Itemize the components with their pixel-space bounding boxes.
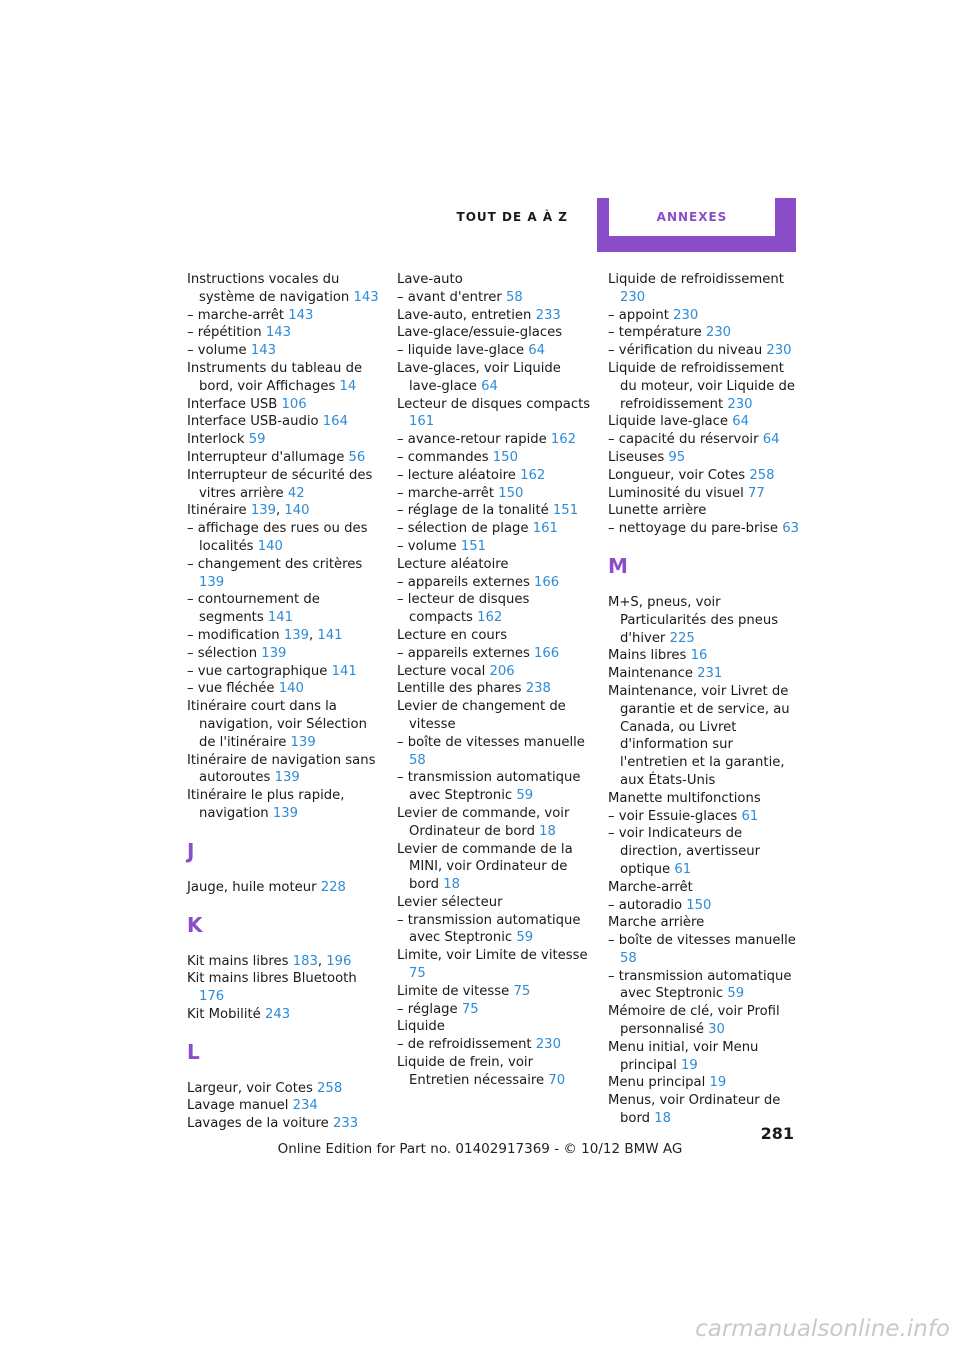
index-entry-text: – transmission automatique avec Steptronic bbox=[608, 968, 792, 1002]
page-link[interactable]: 18 bbox=[539, 823, 556, 839]
index-entry-text: – transmission automatique avec Steptronic bbox=[397, 912, 581, 946]
index-entry bbox=[397, 485, 592, 503]
index-entry bbox=[608, 897, 804, 915]
index-entry-text: Maintenance, voir Livret de garantie et de service, au Canada, ou Livret d'information sur l'entretien et la garantie, aux États-Unis bbox=[608, 683, 790, 788]
index-entry-text: Instruments du tableau de bord, voir Affichages bbox=[187, 360, 363, 394]
page-link[interactable]: 150 bbox=[498, 485, 524, 501]
index-entry-text: Largeur, voir Cotes bbox=[187, 1080, 318, 1096]
index-entry bbox=[187, 467, 382, 503]
index-entry bbox=[608, 968, 804, 1004]
index-entry bbox=[397, 841, 592, 894]
index-entry-text: – capacité du réservoir bbox=[608, 432, 763, 448]
index-entry-text: – appareils externes bbox=[397, 574, 535, 590]
index-entry-text: Itinéraire de navigation sans autoroutes bbox=[187, 752, 376, 786]
section-tab-label: ANNEXES bbox=[609, 198, 775, 236]
index-entry-text: – température bbox=[608, 325, 706, 341]
page-link[interactable]: 19 bbox=[681, 1057, 698, 1073]
index-entry-text: Limite de vitesse bbox=[397, 983, 514, 999]
page-link[interactable]: 206 bbox=[489, 663, 515, 679]
page-link[interactable]: 77 bbox=[748, 485, 765, 501]
section-tab bbox=[597, 198, 796, 252]
page-link[interactable]: 14 bbox=[339, 378, 357, 394]
page-link[interactable]: 162 bbox=[520, 467, 546, 483]
index-entry-text: – autoradio bbox=[608, 897, 687, 913]
index-entry bbox=[608, 449, 804, 467]
index-entry bbox=[187, 431, 382, 449]
index-entry-text: Interrupteur de sécurité des vitres arrière bbox=[187, 467, 373, 501]
index-entry bbox=[397, 645, 592, 663]
index-entry bbox=[608, 594, 804, 647]
page-link[interactable]: 30 bbox=[708, 1022, 725, 1038]
index-entry bbox=[397, 307, 592, 325]
index-entry bbox=[187, 1097, 382, 1115]
page-link[interactable]: 228 bbox=[320, 879, 346, 895]
page-link[interactable]: 63 bbox=[782, 521, 800, 537]
index-entry bbox=[397, 680, 592, 698]
index-entry bbox=[608, 879, 804, 897]
index-entry-text: Manette multifonctions bbox=[608, 790, 761, 806]
page-link[interactable]: 162 bbox=[550, 432, 577, 448]
index-entry bbox=[397, 627, 592, 645]
page-link[interactable]: 234 bbox=[292, 1098, 318, 1114]
page-link[interactable]: 258 bbox=[749, 467, 775, 483]
page-number: 281 bbox=[760, 1124, 794, 1143]
index-entry bbox=[608, 825, 804, 878]
page-link[interactable]: 230 bbox=[705, 325, 732, 341]
index-entry-text: – de refroidissement bbox=[397, 1037, 536, 1053]
index-entry bbox=[397, 663, 592, 681]
index-entry bbox=[608, 665, 804, 683]
page-link[interactable]: 64 bbox=[528, 343, 546, 359]
index-entry bbox=[187, 360, 382, 396]
index-entry bbox=[608, 520, 804, 538]
index-entry-text: Liquide de refroidissement du moteur, voir Liquide de refroidissement bbox=[608, 360, 795, 412]
page-link[interactable]: 139 bbox=[283, 627, 309, 643]
index-entry bbox=[397, 342, 592, 360]
index-entry bbox=[397, 520, 592, 538]
index-entry-text: Lecteur de disques compacts bbox=[397, 396, 591, 412]
index-entry-text: – liquide lave-glace bbox=[397, 343, 529, 359]
page-link[interactable]: 166 bbox=[534, 645, 560, 661]
index-entry-text: Maintenance bbox=[608, 666, 698, 682]
index-entry-text: Luminosité du visuel bbox=[608, 485, 749, 501]
page-link[interactable]: 61 bbox=[674, 861, 692, 877]
page-link[interactable]: 150 bbox=[686, 897, 712, 913]
index-entry-text: – volume bbox=[397, 538, 461, 554]
page-link[interactable]: 164 bbox=[322, 414, 348, 430]
index-entry-text: – répétition bbox=[187, 325, 266, 341]
index-entry-text: – changement des critères bbox=[187, 556, 363, 572]
index-entry-text: Interlock bbox=[187, 432, 249, 448]
page-link[interactable]: 140 bbox=[284, 503, 310, 519]
index-entry bbox=[187, 680, 382, 698]
page-link[interactable]: 151 bbox=[552, 503, 579, 519]
index-entry bbox=[608, 307, 804, 325]
page-link[interactable]: 141 bbox=[267, 610, 294, 626]
index-entry-text: Levier de commande, voir Ordinateur de bord bbox=[397, 805, 570, 839]
page-link[interactable]: 151 bbox=[460, 538, 487, 554]
index-entry bbox=[187, 1080, 382, 1098]
index-entry bbox=[187, 752, 382, 788]
index-entry bbox=[187, 449, 382, 467]
index-entry-text: Lave-glace/essuie-glaces bbox=[397, 325, 563, 341]
index-entry-text: – voir Essuie-glaces bbox=[608, 808, 742, 824]
index-entry-text: Interface USB bbox=[187, 396, 282, 412]
index-entry bbox=[608, 502, 804, 520]
page-link[interactable]: 233 bbox=[332, 1116, 359, 1132]
index-entry-text: Liseuses bbox=[608, 449, 669, 465]
page-link[interactable]: 56 bbox=[348, 449, 366, 465]
index-entry: Kit mains libres 183, 196 bbox=[187, 953, 352, 969]
index-entry bbox=[187, 556, 382, 592]
index-entry-text: – voir Indicateurs de direction, avertisseur optique bbox=[608, 826, 761, 877]
index-entry bbox=[187, 520, 382, 556]
page-link[interactable]: 139 bbox=[290, 734, 316, 750]
index-entry-text: Kit mains libres Bluetooth bbox=[187, 971, 357, 987]
page-link[interactable]: 59 bbox=[516, 930, 534, 946]
index-entry bbox=[397, 1054, 592, 1090]
index-entry-text: – commandes bbox=[397, 449, 493, 465]
index-entry-text: – réglage bbox=[397, 1001, 462, 1017]
page-link[interactable]: 139 bbox=[199, 574, 225, 590]
index-entry-text: – boîte de vitesses manuelle bbox=[608, 933, 796, 949]
index-entry bbox=[608, 932, 804, 968]
index-entry bbox=[608, 808, 804, 826]
index-entry bbox=[608, 1039, 804, 1075]
page-link[interactable]: 19 bbox=[709, 1075, 727, 1091]
index-entry-text: Interrupteur d'allumage bbox=[187, 449, 349, 465]
index-entry bbox=[397, 271, 592, 289]
index-column-3 bbox=[608, 271, 804, 1128]
footer-edition: Online Edition for Part no. 01402917369 - © 10/12 BMW AG bbox=[277, 1141, 683, 1157]
index-entry bbox=[608, 467, 804, 485]
index-entry-text: Levier de commande de la MINI, voir Ordinateur de bord bbox=[397, 841, 573, 893]
page-link[interactable]: 230 bbox=[620, 289, 646, 305]
index-entry bbox=[608, 271, 804, 307]
index-entry bbox=[187, 787, 382, 823]
index-entry-text: Marche arrière bbox=[608, 915, 705, 931]
index-entry-text: Lave-auto, entretien bbox=[397, 307, 536, 323]
page-link[interactable]: 166 bbox=[534, 574, 560, 590]
index-entry-text: Lecture vocal bbox=[397, 663, 490, 679]
index-entry-text: M+S, pneus, voir Particularités des pneus d'hiver bbox=[608, 594, 779, 646]
page-link[interactable]: 59 bbox=[248, 432, 266, 448]
index-entry bbox=[397, 538, 592, 556]
index-entry bbox=[608, 1074, 804, 1092]
page-link[interactable]: 162 bbox=[477, 610, 503, 626]
page-link[interactable]: 64 bbox=[762, 432, 780, 448]
index-entry-text: Menu initial, voir Menu principal bbox=[608, 1039, 759, 1073]
page-link[interactable]: 150 bbox=[492, 449, 518, 465]
index-entry-text: – transmission automatique avec Steptronic bbox=[397, 770, 581, 804]
page-link[interactable]: 139 bbox=[261, 645, 287, 661]
index-entry-text: Lunette arrière bbox=[608, 503, 707, 519]
index-entry-text: – appoint bbox=[608, 307, 674, 323]
index-entry-text: – vérification du niveau bbox=[608, 343, 767, 359]
page-link[interactable]: 143 bbox=[265, 325, 291, 341]
page-link[interactable]: 230 bbox=[766, 343, 792, 359]
index-entry bbox=[397, 449, 592, 467]
index-entry-text: Mémoire de clé, voir Profil personnalisé bbox=[608, 1004, 780, 1038]
page-link[interactable]: 141 bbox=[331, 663, 357, 679]
index-entry bbox=[397, 289, 592, 307]
index-entry-text: – avant d'entrer bbox=[397, 289, 506, 305]
index-entry bbox=[608, 1003, 804, 1039]
page-link[interactable]: 143 bbox=[288, 307, 314, 323]
page-link[interactable]: 143 bbox=[353, 289, 379, 305]
index-entry-text: Lavages de la voiture bbox=[187, 1116, 333, 1132]
page-link[interactable]: 64 bbox=[732, 414, 749, 430]
page-link[interactable]: 230 bbox=[673, 307, 699, 323]
index-entry-text: Lave-auto bbox=[397, 272, 463, 287]
index-entry-text: – vue fléchée bbox=[187, 681, 279, 697]
index-letter: J bbox=[187, 838, 195, 863]
index-entry: – modification 139, 141 bbox=[187, 627, 343, 643]
page-link[interactable]: 64 bbox=[481, 378, 498, 394]
index-entry-text: Lentille des phares bbox=[397, 681, 526, 697]
page-link[interactable]: 59 bbox=[516, 788, 534, 804]
page-link[interactable]: 233 bbox=[535, 307, 561, 323]
page-link[interactable]: 75 bbox=[409, 966, 426, 982]
index-entry-text: – affichage des rues ou des localités bbox=[187, 521, 368, 554]
index-column-1 bbox=[187, 271, 382, 1133]
index-entry-text: – avance-retour rapide bbox=[397, 432, 551, 448]
index-entry-text: – nettoyage du pare-brise bbox=[608, 521, 783, 537]
page-link[interactable]: 230 bbox=[535, 1037, 561, 1053]
index-entry bbox=[397, 912, 592, 948]
page-link[interactable]: 75 bbox=[513, 983, 531, 999]
page-link[interactable]: 183 bbox=[292, 953, 318, 969]
index-entry bbox=[397, 1001, 592, 1019]
index-entry bbox=[397, 324, 592, 342]
index-entry-text: Liquide de frein, voir Entretien nécessaire bbox=[397, 1055, 549, 1088]
index-entry-text: Instructions vocales du système de navigation bbox=[187, 272, 354, 305]
index-entry bbox=[608, 431, 804, 449]
index-entry-text: – lecture aléatoire bbox=[397, 467, 521, 483]
index-entry bbox=[397, 698, 592, 734]
index-entry-text: Levier sélecteur bbox=[397, 894, 503, 910]
index-entry-text: Kit mains libres bbox=[187, 953, 293, 969]
index-entry-text: Itinéraire court dans la navigation, voir Sélection de l'itinéraire bbox=[187, 699, 367, 750]
index-entry-text: Itinéraire bbox=[187, 503, 251, 519]
page-link[interactable]: 58 bbox=[505, 289, 523, 305]
page-link[interactable]: 58 bbox=[620, 950, 637, 966]
page-link[interactable]: 140 bbox=[278, 681, 304, 697]
page-link[interactable]: 161 bbox=[409, 414, 435, 430]
page-link[interactable]: 230 bbox=[727, 396, 753, 412]
index-entry-text: Menus, voir Ordinateur de bord bbox=[608, 1093, 781, 1127]
index-entry-text: – marche-arrêt bbox=[397, 485, 499, 501]
index-entry bbox=[187, 324, 382, 342]
index-entry-text: – sélection bbox=[187, 645, 262, 661]
index-entry bbox=[608, 683, 804, 790]
index-entry-text: Lave-glaces, voir Liquide lave-glace bbox=[397, 360, 561, 394]
index-entry-text: – contournement de segments bbox=[187, 592, 320, 626]
index-entry bbox=[397, 894, 592, 912]
index-entry bbox=[397, 502, 592, 520]
index-entry bbox=[608, 360, 804, 413]
index-entry bbox=[397, 556, 592, 574]
index-entry-text: Mains libres bbox=[608, 648, 691, 664]
page-link[interactable]: 58 bbox=[409, 752, 426, 768]
watermark: carmanualsonline.info bbox=[695, 1316, 950, 1342]
page-link[interactable]: 231 bbox=[697, 666, 723, 682]
page-link[interactable]: 139 bbox=[274, 770, 300, 786]
page-link[interactable]: 225 bbox=[669, 630, 695, 646]
page-link[interactable]: 196 bbox=[326, 953, 352, 969]
index-entry-text: – boîte de vitesses manuelle bbox=[397, 734, 585, 750]
section-title: TOUT DE A À Z bbox=[456, 210, 568, 224]
page-link[interactable]: 140 bbox=[257, 538, 283, 554]
index-entry bbox=[187, 1115, 382, 1133]
index-entry-text: – modification bbox=[187, 627, 284, 643]
index-entry bbox=[187, 396, 382, 414]
page-link[interactable]: 176 bbox=[199, 989, 225, 1005]
page-link[interactable]: 61 bbox=[741, 808, 759, 824]
index-entry bbox=[608, 485, 804, 503]
index-entry-text: Lecture aléatoire bbox=[397, 556, 509, 572]
index-letter: M bbox=[608, 553, 628, 578]
index-entry bbox=[608, 413, 804, 431]
index-entry-text: Lavage manuel bbox=[187, 1098, 293, 1114]
index-entry bbox=[397, 1018, 592, 1036]
page-link[interactable]: 16 bbox=[690, 648, 708, 664]
index-entry-text: Kit Mobilité bbox=[187, 1006, 265, 1022]
index-entry-text: Liquide bbox=[397, 1019, 445, 1035]
index-entry bbox=[187, 663, 382, 681]
index-entry bbox=[187, 645, 382, 663]
index-entry: Itinéraire 139, 140 bbox=[187, 503, 310, 519]
index-entry bbox=[187, 413, 382, 431]
index-entry bbox=[608, 790, 804, 808]
page-link[interactable]: 59 bbox=[727, 986, 745, 1002]
page-link[interactable]: 70 bbox=[548, 1072, 566, 1088]
index-entry bbox=[397, 591, 592, 627]
page-link[interactable]: 18 bbox=[654, 1111, 671, 1127]
index-entry bbox=[187, 271, 382, 307]
index-entry bbox=[397, 983, 592, 1001]
index-entry bbox=[397, 769, 592, 805]
page-link[interactable]: 95 bbox=[668, 449, 686, 465]
page-link[interactable]: 258 bbox=[317, 1080, 343, 1096]
index-entry bbox=[397, 574, 592, 592]
index-entry-text: Liquide de refroidissement bbox=[608, 272, 784, 287]
page-link[interactable]: 139 bbox=[250, 503, 276, 519]
index-entry-text: Itinéraire le plus rapide, navigation bbox=[187, 788, 345, 821]
index-entry-text: Levier de changement de vitesse bbox=[397, 699, 566, 732]
index-entry-text: – sélection de plage bbox=[397, 521, 533, 537]
page-link[interactable]: 243 bbox=[264, 1006, 291, 1022]
index-entry-text: – volume bbox=[187, 343, 251, 359]
index-entry bbox=[608, 324, 804, 342]
index-entry bbox=[608, 1092, 804, 1128]
page-link[interactable]: 238 bbox=[525, 681, 551, 697]
index-entry-text: Longueur, voir Cotes bbox=[608, 467, 750, 483]
index-entry bbox=[187, 879, 382, 897]
index-column-2 bbox=[397, 271, 592, 1090]
index-entry bbox=[397, 947, 592, 983]
index-entry bbox=[187, 591, 382, 627]
index-entry-text: – appareils externes bbox=[397, 645, 535, 661]
index-entry-text: Menu principal bbox=[608, 1075, 710, 1091]
index-entry bbox=[608, 647, 804, 665]
index-entry-text: Limite, voir Limite de vitesse bbox=[397, 948, 588, 964]
index-entry-text: Marche-arrêt bbox=[608, 879, 693, 895]
index-entry bbox=[397, 396, 592, 432]
page-link[interactable]: 161 bbox=[532, 521, 558, 537]
page-link[interactable]: 141 bbox=[317, 627, 343, 643]
page-link[interactable]: 18 bbox=[443, 877, 460, 893]
page-link[interactable]: 75 bbox=[461, 1001, 479, 1017]
index-entry bbox=[187, 307, 382, 325]
index-entry bbox=[608, 342, 804, 360]
index-entry-text: – réglage de la tonalité bbox=[397, 503, 553, 519]
page-link[interactable]: 106 bbox=[281, 396, 307, 412]
index-entry bbox=[187, 342, 382, 360]
index-entry bbox=[397, 431, 592, 449]
index-entry bbox=[397, 805, 592, 841]
index-entry bbox=[397, 734, 592, 770]
index-letter: L bbox=[187, 1039, 200, 1064]
index-entry bbox=[187, 1006, 382, 1024]
index-entry bbox=[187, 698, 382, 751]
index-entry bbox=[397, 467, 592, 485]
index-entry bbox=[397, 360, 592, 396]
index-entry-text: Jauge, huile moteur bbox=[187, 879, 321, 895]
page-link[interactable]: 139 bbox=[272, 805, 298, 821]
index-entry-text: Interface USB-audio bbox=[187, 414, 323, 430]
index-entry bbox=[608, 914, 804, 932]
index-entry-text: – marche-arrêt bbox=[187, 307, 289, 323]
index-letter: K bbox=[187, 912, 203, 937]
page-link[interactable]: 42 bbox=[287, 485, 305, 501]
page-link[interactable]: 143 bbox=[250, 343, 277, 359]
index-entry bbox=[187, 970, 382, 1006]
index-entry-text: – vue cartographique bbox=[187, 663, 332, 679]
index-entry-text: Lecture en cours bbox=[397, 627, 508, 643]
index-entry-text: Liquide lave-glace bbox=[608, 414, 733, 430]
index-entry-text: – lecteur de disques compacts bbox=[397, 592, 530, 626]
index-entry bbox=[397, 1036, 592, 1054]
